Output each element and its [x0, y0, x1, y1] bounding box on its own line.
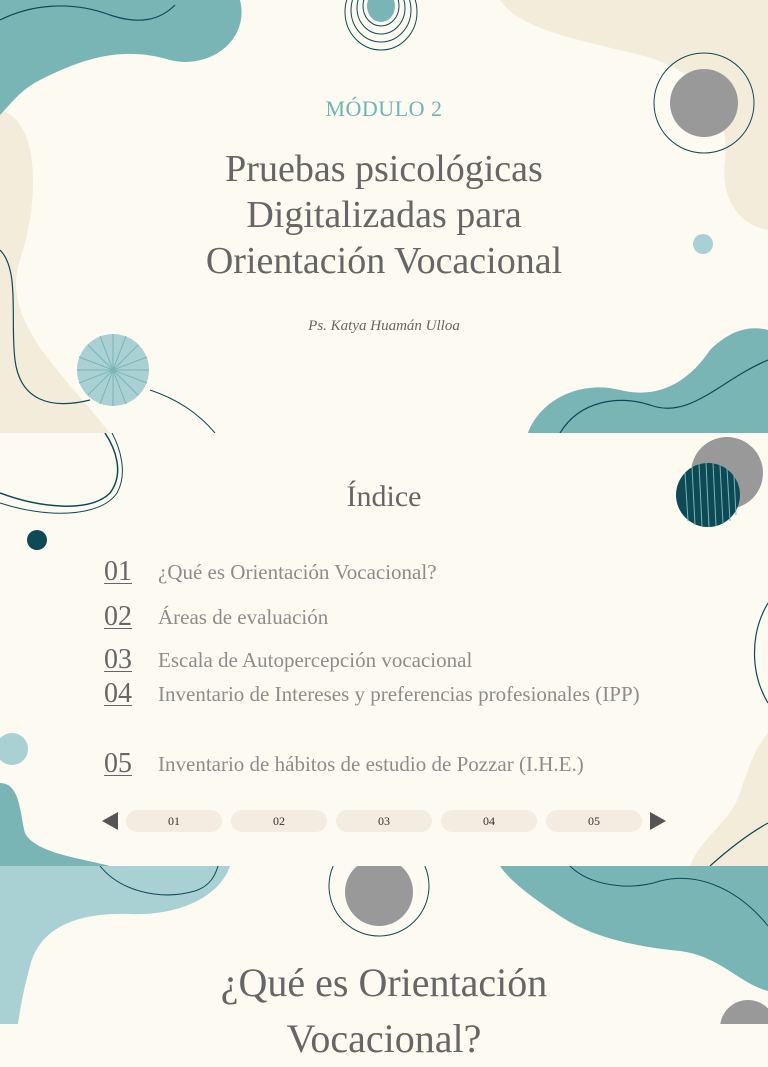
previous-arrow-icon[interactable] — [102, 812, 118, 830]
toc-number: 01 — [104, 556, 132, 587]
toc-item[interactable] — [104, 678, 684, 710]
module-label: MÓDULO 2 — [325, 96, 443, 121]
slide-navigation — [102, 810, 668, 832]
slide-index — [0, 433, 768, 866]
toc-text: Inventario de hábitos de estudio de Pozzar (I.H.E.) — [158, 751, 584, 776]
toc-text: Áreas de evaluación — [158, 604, 329, 629]
presentation-title — [0, 146, 768, 284]
title-line: Pruebas psicológicas — [225, 148, 543, 190]
toc-item[interactable] — [104, 556, 684, 588]
nav-pill-02[interactable]: 02 — [231, 810, 327, 832]
slide-title — [0, 0, 768, 433]
title-line: Orientación Vocacional — [205, 240, 563, 282]
nav-pill-01[interactable]: 01 — [126, 810, 222, 832]
toc-number: 04 — [104, 678, 132, 709]
toc-number: 02 — [104, 601, 132, 632]
toc-item[interactable] — [104, 748, 684, 780]
toc-text: ¿Qué es Orientación Vocacional? — [158, 559, 437, 584]
section-title-line: Vocacional? — [286, 1016, 482, 1061]
next-arrow-icon[interactable] — [650, 812, 666, 830]
toc-number: 03 — [104, 644, 132, 675]
index-title: Índice — [346, 480, 422, 513]
toc-item[interactable] — [104, 601, 684, 633]
nav-pill-04[interactable]: 04 — [441, 810, 537, 832]
author-name: Ps. Katya Huamán Ulloa — [308, 318, 460, 334]
title-line: Digitalizadas para — [246, 194, 522, 236]
nav-pill-05[interactable]: 05 — [546, 810, 642, 832]
toc-text: Inventario de Intereses y preferencias profesionales (IPP) — [158, 681, 640, 706]
section-title — [0, 955, 768, 1067]
toc-text: Escala de Autopercepción vocacional — [158, 647, 473, 672]
nav-pill-03[interactable]: 03 — [336, 810, 432, 832]
toc-item[interactable] — [104, 644, 684, 676]
section-title-line: ¿Qué es Orientación — [220, 960, 548, 1005]
toc-number: 05 — [104, 748, 132, 779]
